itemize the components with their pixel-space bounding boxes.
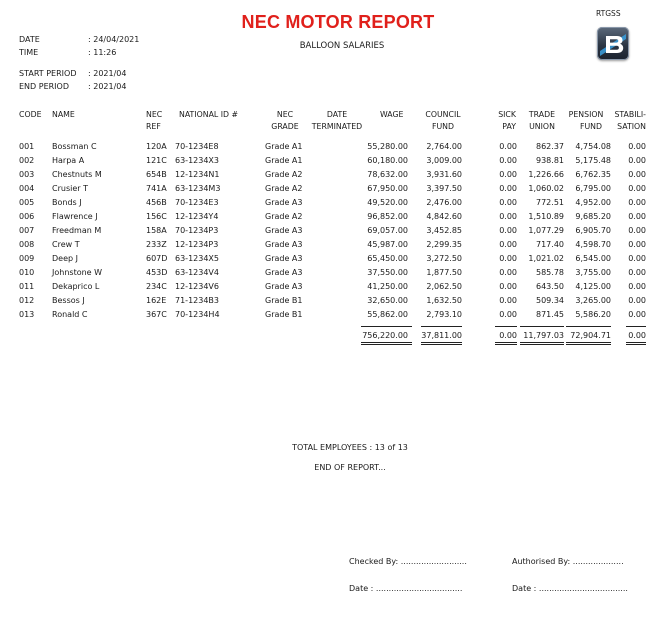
sick-total-rule-1 <box>495 342 517 343</box>
cell-stabilisation: 0.00 <box>628 170 646 179</box>
cell-wage: 37,550.00 <box>367 268 408 277</box>
cell-trade-union: 585.78 <box>536 268 564 277</box>
checked-date-line: Date : .................................. <box>349 584 463 593</box>
cell-nec-grade: Grade A3 <box>265 254 303 263</box>
cell-stabilisation: 0.00 <box>628 198 646 207</box>
cell-wage: 60,180.00 <box>367 156 408 165</box>
cell-national-id: 63-1234M3 <box>175 184 221 193</box>
council-total-rule-1 <box>421 342 462 343</box>
cell-name: Harpa A <box>52 156 85 165</box>
cell-nec-grade: Grade A2 <box>265 184 303 193</box>
cell-nec-ref: 453D <box>146 268 168 277</box>
col-nec-ref-2: REF <box>146 122 161 131</box>
cell-wage: 55,862.00 <box>367 310 408 319</box>
cell-pension-fund: 9,685.20 <box>575 212 611 221</box>
checked-by-line: Checked By: .......................... <box>349 557 467 566</box>
cell-nec-ref: 121C <box>146 156 167 165</box>
authorised-by-line: Authorised By: .................... <box>512 557 624 566</box>
cell-trade-union: 938.81 <box>536 156 564 165</box>
cell-trade-union: 509.34 <box>536 296 564 305</box>
cell-nec-grade: Grade B1 <box>265 310 303 319</box>
cell-nec-ref: 158A <box>146 226 167 235</box>
cell-code: 003 <box>19 170 35 179</box>
cell-sick-pay: 0.00 <box>499 240 517 249</box>
report-subtitle: BALLOON SALARIES <box>299 41 385 51</box>
cell-council-fund: 2,062.50 <box>426 282 462 291</box>
col-stabilisation-2: SATION <box>617 122 646 131</box>
cell-stabilisation: 0.00 <box>628 156 646 165</box>
cell-pension-fund: 4,754.08 <box>575 142 611 151</box>
cell-wage: 69,057.00 <box>367 226 408 235</box>
cell-name: Crusier T <box>52 184 88 193</box>
cell-national-id: 12-1234Y4 <box>175 212 219 221</box>
cell-trade-union: 1,510.89 <box>528 212 564 221</box>
cell-nec-ref: 741A <box>146 184 167 193</box>
col-code: CODE <box>19 110 42 119</box>
cell-name: Freedman M <box>52 226 102 235</box>
cell-national-id: 70-1234P3 <box>175 226 219 235</box>
cell-wage: 96,852.00 <box>367 212 408 221</box>
cell-wage: 55,280.00 <box>367 142 408 151</box>
cell-code: 006 <box>19 212 35 221</box>
table-row <box>0 254 662 268</box>
cell-nec-ref: 120A <box>146 142 167 151</box>
cell-sick-pay: 0.00 <box>499 296 517 305</box>
cell-national-id: 63-1234V4 <box>175 268 219 277</box>
total-wage: 756,220.00 <box>362 331 408 340</box>
cell-trade-union: 871.45 <box>536 310 564 319</box>
cell-name: Flawrence J <box>52 212 98 221</box>
col-wage: WAGE <box>380 110 404 119</box>
col-name: NAME <box>52 110 75 119</box>
cell-wage: 45,987.00 <box>367 240 408 249</box>
cell-council-fund: 3,397.50 <box>426 184 462 193</box>
total-pension: 72,904.71 <box>570 331 611 340</box>
cell-stabilisation: 0.00 <box>628 240 646 249</box>
cell-code: 002 <box>19 156 35 165</box>
authorised-date-line: Date : ................................... <box>512 584 628 593</box>
total-council: 37,811.00 <box>421 331 462 340</box>
b-logo-icon <box>597 27 629 60</box>
wage-total-rule-1 <box>361 342 412 343</box>
table-row <box>0 282 662 296</box>
table-row <box>0 142 662 156</box>
cell-name: Johnstone W <box>52 268 103 277</box>
col-pension-fund-1: PENSION <box>568 110 604 119</box>
cell-name: Chestnuts M <box>52 170 102 179</box>
cell-wage: 65,450.00 <box>367 254 408 263</box>
cell-nec-ref: 156C <box>146 212 167 221</box>
cell-sick-pay: 0.00 <box>499 282 517 291</box>
cell-sick-pay: 0.00 <box>499 310 517 319</box>
table-row <box>0 226 662 240</box>
table-row <box>0 212 662 226</box>
cell-council-fund: 3,931.60 <box>426 170 462 179</box>
cell-nec-ref: 607D <box>146 254 168 263</box>
col-sick-pay-1: SICK <box>498 110 516 119</box>
cell-code: 001 <box>19 142 35 151</box>
cell-nec-grade: Grade A3 <box>265 198 303 207</box>
cell-council-fund: 3,009.00 <box>426 156 462 165</box>
report-code: RTGSS <box>596 9 621 18</box>
cell-council-fund: 2,476.00 <box>426 198 462 207</box>
cell-code: 013 <box>19 310 35 319</box>
cell-sick-pay: 0.00 <box>499 170 517 179</box>
wage-subtotal-rule <box>361 326 412 327</box>
cell-stabilisation: 0.00 <box>628 184 646 193</box>
end-period-value: : 2021/04 <box>88 82 127 91</box>
cell-stabilisation: 0.00 <box>628 254 646 263</box>
cell-council-fund: 2,793.10 <box>426 310 462 319</box>
pension-subtotal-rule <box>566 326 611 327</box>
cell-pension-fund: 4,125.00 <box>575 282 611 291</box>
col-national-id: NATIONAL ID # <box>179 110 239 119</box>
cell-pension-fund: 4,952.00 <box>575 198 611 207</box>
cell-nec-grade: Grade A3 <box>265 268 303 277</box>
cell-wage: 32,650.00 <box>367 296 408 305</box>
cell-stabilisation: 0.00 <box>628 142 646 151</box>
cell-national-id: 70-1234H4 <box>175 310 220 319</box>
start-period-label: START PERIOD <box>19 69 77 78</box>
cell-pension-fund: 3,755.00 <box>575 268 611 277</box>
sick-subtotal-rule <box>495 326 517 327</box>
cell-nec-grade: Grade A3 <box>265 282 303 291</box>
time-value: : 11:26 <box>88 48 117 57</box>
cell-nec-grade: Grade B1 <box>265 296 303 305</box>
cell-code: 007 <box>19 226 35 235</box>
cell-sick-pay: 0.00 <box>499 212 517 221</box>
table-row <box>0 156 662 170</box>
cell-code: 008 <box>19 240 35 249</box>
cell-council-fund: 2,299.35 <box>426 240 462 249</box>
cell-sick-pay: 0.00 <box>499 156 517 165</box>
cell-pension-fund: 5,586.20 <box>575 310 611 319</box>
col-date-terminated-2: TERMINATED <box>311 122 363 131</box>
cell-council-fund: 1,877.50 <box>426 268 462 277</box>
cell-nec-ref: 654B <box>146 170 167 179</box>
cell-trade-union: 717.40 <box>536 240 564 249</box>
total-employees: TOTAL EMPLOYEES : 13 of 13 <box>292 443 408 452</box>
col-trade-union-2: UNION <box>529 122 555 131</box>
cell-trade-union: 643.50 <box>536 282 564 291</box>
cell-nec-grade: Grade A2 <box>265 212 303 221</box>
end-period-label: END PERIOD <box>19 82 69 91</box>
col-sick-pay-2: PAY <box>502 122 516 131</box>
col-nec-grade-1: NEC <box>276 110 294 119</box>
cell-nec-ref: 367C <box>146 310 167 319</box>
cell-name: Dekaprico L <box>52 282 100 291</box>
pension-total-rule-1 <box>566 342 611 343</box>
col-council-fund-2: FUND <box>431 122 455 131</box>
cell-sick-pay: 0.00 <box>499 198 517 207</box>
cell-wage: 41,250.00 <box>367 282 408 291</box>
cell-pension-fund: 3,265.00 <box>575 296 611 305</box>
col-nec-grade-2: GRADE <box>271 122 299 131</box>
stab-subtotal-rule <box>626 326 646 327</box>
cell-pension-fund: 5,175.48 <box>575 156 611 165</box>
cell-code: 004 <box>19 184 35 193</box>
cell-nec-ref: 234C <box>146 282 167 291</box>
cell-pension-fund: 6,905.70 <box>575 226 611 235</box>
cell-sick-pay: 0.00 <box>499 184 517 193</box>
cell-council-fund: 4,842.60 <box>426 212 462 221</box>
col-council-fund-1: COUNCIL <box>425 110 461 119</box>
cell-name: Crew T <box>52 240 80 249</box>
cell-sick-pay: 0.00 <box>499 142 517 151</box>
cell-stabilisation: 0.00 <box>628 268 646 277</box>
start-period-value: : 2021/04 <box>88 69 127 78</box>
col-pension-fund-2: FUND <box>579 122 603 131</box>
date-value: : 24/04/2021 <box>88 35 140 44</box>
cell-nec-grade: Grade A1 <box>265 142 303 151</box>
cell-nec-grade: Grade A3 <box>265 226 303 235</box>
cell-national-id: 70-1234E3 <box>175 198 219 207</box>
cell-nec-grade: Grade A2 <box>265 170 303 179</box>
cell-stabilisation: 0.00 <box>628 226 646 235</box>
cell-national-id: 70-1234E8 <box>175 142 219 151</box>
cell-trade-union: 1,077.29 <box>528 226 564 235</box>
total-sick: 0.00 <box>499 331 517 340</box>
report-title: NEC MOTOR REPORT <box>241 12 435 32</box>
col-stabilisation-1: STABILI- <box>614 110 646 119</box>
cell-nec-ref: 456B <box>146 198 167 207</box>
cell-trade-union: 1,226.66 <box>528 170 564 179</box>
cell-stabilisation: 0.00 <box>628 296 646 305</box>
cell-nec-grade: Grade A1 <box>265 156 303 165</box>
cell-council-fund: 3,272.50 <box>426 254 462 263</box>
cell-name: Deep J <box>52 254 78 263</box>
col-trade-union-1: TRADE <box>528 110 556 119</box>
council-total-rule-2 <box>421 344 462 345</box>
table-row <box>0 198 662 212</box>
cell-council-fund: 3,452.85 <box>426 226 462 235</box>
sick-total-rule-2 <box>495 344 517 345</box>
cell-sick-pay: 0.00 <box>499 254 517 263</box>
table-row <box>0 310 662 324</box>
table-row <box>0 184 662 198</box>
stab-total-rule-1 <box>626 342 646 343</box>
cell-trade-union: 1,021.02 <box>528 254 564 263</box>
cell-pension-fund: 6,545.00 <box>575 254 611 263</box>
council-subtotal-rule <box>421 326 462 327</box>
cell-trade-union: 1,060.02 <box>528 184 564 193</box>
cell-wage: 67,950.00 <box>367 184 408 193</box>
trade-subtotal-rule <box>520 326 564 327</box>
cell-trade-union: 772.51 <box>536 198 564 207</box>
cell-national-id: 63-1234X3 <box>175 156 219 165</box>
cell-stabilisation: 0.00 <box>628 212 646 221</box>
end-of-report: END OF REPORT... <box>314 463 386 472</box>
cell-name: Bonds J <box>52 198 82 207</box>
trade-total-rule-2 <box>520 344 564 345</box>
cell-pension-fund: 6,762.35 <box>575 170 611 179</box>
cell-stabilisation: 0.00 <box>628 310 646 319</box>
stab-total-rule-2 <box>626 344 646 345</box>
cell-national-id: 12-1234N1 <box>175 170 220 179</box>
cell-nec-grade: Grade A3 <box>265 240 303 249</box>
cell-national-id: 12-1234P3 <box>175 240 219 249</box>
cell-council-fund: 2,764.00 <box>426 142 462 151</box>
cell-wage: 78,632.00 <box>367 170 408 179</box>
cell-council-fund: 1,632.50 <box>426 296 462 305</box>
cell-pension-fund: 4,598.70 <box>575 240 611 249</box>
cell-national-id: 12-1234V6 <box>175 282 219 291</box>
cell-pension-fund: 6,795.00 <box>575 184 611 193</box>
table-row <box>0 170 662 184</box>
wage-total-rule-2 <box>361 344 412 345</box>
cell-wage: 49,520.00 <box>367 198 408 207</box>
cell-national-id: 63-1234X5 <box>175 254 219 263</box>
cell-code: 012 <box>19 296 35 305</box>
cell-trade-union: 862.37 <box>536 142 564 151</box>
pension-total-rule-2 <box>566 344 611 345</box>
cell-code: 009 <box>19 254 35 263</box>
date-label: DATE <box>19 35 40 44</box>
cell-sick-pay: 0.00 <box>499 226 517 235</box>
cell-nec-ref: 233Z <box>146 240 167 249</box>
time-label: TIME <box>19 48 39 57</box>
cell-name: Ronald C <box>52 310 88 319</box>
table-row <box>0 296 662 310</box>
table-row <box>0 268 662 282</box>
total-stab: 0.00 <box>628 331 646 340</box>
total-trade: 11,797.03 <box>523 331 564 340</box>
col-date-terminated-1: DATE <box>326 110 348 119</box>
cell-stabilisation: 0.00 <box>628 282 646 291</box>
cell-nec-ref: 162E <box>146 296 167 305</box>
cell-code: 005 <box>19 198 35 207</box>
cell-sick-pay: 0.00 <box>499 268 517 277</box>
cell-name: Bessos J <box>52 296 85 305</box>
col-nec-ref-1: NEC <box>146 110 163 119</box>
table-row <box>0 240 662 254</box>
cell-code: 010 <box>19 268 35 277</box>
cell-code: 011 <box>19 282 35 291</box>
cell-national-id: 71-1234B3 <box>175 296 220 305</box>
trade-total-rule-1 <box>520 342 564 343</box>
cell-name: Bossman C <box>52 142 97 151</box>
